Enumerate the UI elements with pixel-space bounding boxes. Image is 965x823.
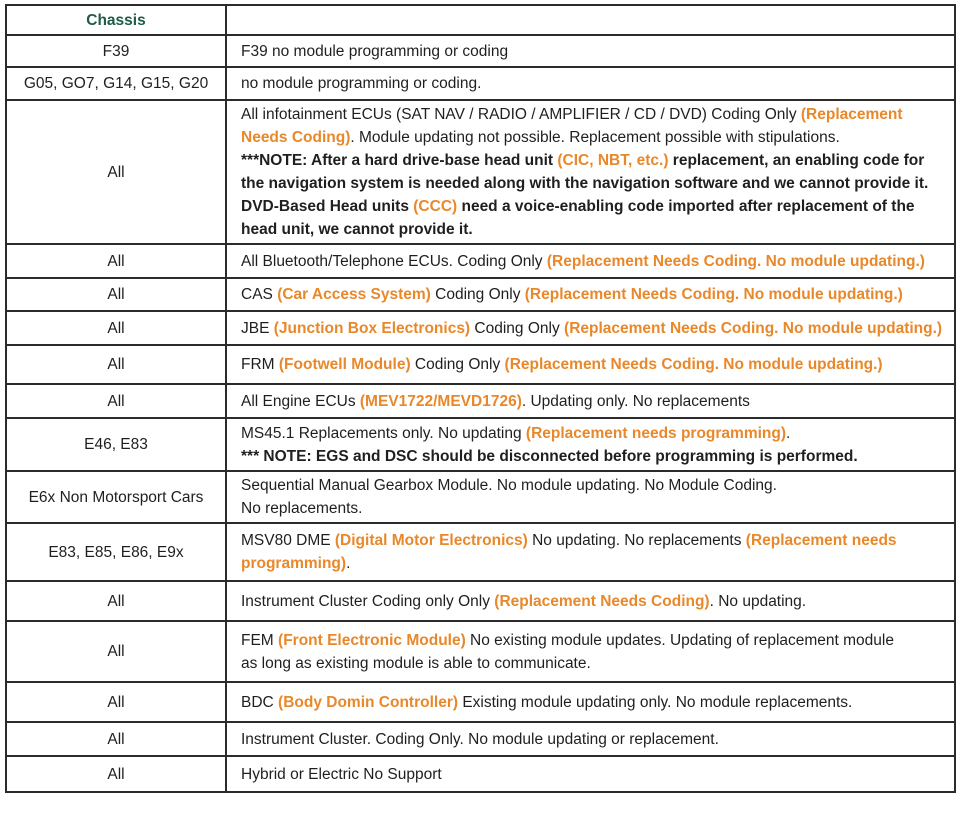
table-row [6, 621, 955, 682]
chassis-cell: All [6, 345, 226, 384]
highlight-text: (Digital Motor Electronics) [334, 532, 528, 549]
description-text: . Module updating not possible. Replacement possible with stipulations. [350, 129, 840, 146]
header-description [226, 5, 955, 35]
highlight-text: (Body Domin Controller) [278, 693, 459, 711]
chassis-cell: All [6, 244, 226, 278]
description-text: BDC [241, 693, 279, 711]
description-text: Instrument Cluster Coding only Only [241, 592, 495, 610]
highlight-text: (Footwell Module) [278, 356, 411, 373]
chassis-cell: E46, E83 [6, 418, 226, 471]
table-row [6, 581, 955, 621]
description-text: Instrument Cluster. Coding Only. No module updating or replacement. [241, 730, 719, 748]
description-text: need a voice-enabling code imported after replacement of the [457, 198, 915, 215]
description-cell [226, 67, 955, 100]
description-text: . [346, 555, 351, 572]
chassis-cell: All [6, 100, 226, 244]
table-row [6, 278, 955, 311]
description-text: MSV80 DME [241, 532, 335, 549]
description-text: as long as existing module is able to communicate. [241, 654, 591, 672]
highlight-text: (Replacement [800, 106, 903, 123]
highlight-text: Needs Coding) [241, 129, 351, 146]
table-row [6, 722, 955, 756]
highlight-text: (Replacement Needs Coding. No module updating.) [546, 252, 925, 270]
description-cell [226, 100, 955, 244]
chassis-support-table [5, 4, 956, 793]
description-line [241, 126, 946, 149]
description-cell [226, 581, 955, 621]
highlight-text: (CIC, NBT, etc.) [557, 152, 669, 169]
table-row [6, 35, 955, 67]
description-text: JBE [241, 319, 274, 337]
description-text: replacement, an enabling code for [668, 152, 925, 169]
chassis-cell: All [6, 581, 226, 621]
chassis-cell: All [6, 621, 226, 682]
chassis-cell: All [6, 384, 226, 418]
description-line [241, 72, 946, 95]
description-text: Coding Only [410, 356, 505, 373]
description-text: All Engine ECUs [241, 392, 360, 410]
description-line [241, 353, 946, 376]
description-cell [226, 311, 955, 345]
table-row [6, 67, 955, 100]
chassis-cell: F39 [6, 35, 226, 67]
description-text: MS45.1 Replacements only. No updating [241, 424, 526, 442]
description-text: FRM [241, 356, 279, 373]
highlight-text: (Replacement Needs Coding. No module updating.) [524, 286, 903, 303]
table-row [6, 244, 955, 278]
description-text: No replacements. [241, 500, 363, 517]
table-row [6, 384, 955, 418]
highlight-text: (MEV1722/MEVD1726) [359, 392, 522, 410]
highlight-text: (Replacement Needs Coding. No module updating.) [564, 319, 943, 337]
table-row [6, 311, 955, 345]
description-text: . Updating only. No replacements [521, 392, 750, 410]
description-text: No existing module updates. Updating of replacement module [465, 631, 894, 649]
description-cell [226, 722, 955, 756]
highlight-text: (Replacement Needs Coding) [494, 592, 710, 610]
table-row [6, 756, 955, 792]
description-text: Sequential Manual Gearbox Module. No module updating. No Module Coding. [241, 477, 777, 494]
description-line [241, 652, 946, 675]
highlight-text: programming) [241, 555, 347, 572]
description-text: All Bluetooth/Telephone ECUs. Coding Only [241, 252, 547, 270]
highlight-text: (Replacement Needs Coding. No module updating.) [504, 356, 883, 373]
description-text: ***NOTE: After a hard drive-base head unit [241, 152, 558, 169]
table-row [6, 418, 955, 471]
description-text: head unit, we cannot provide it. [241, 221, 473, 238]
description-line [241, 552, 946, 575]
description-line [241, 763, 946, 786]
description-text: . [786, 424, 791, 442]
description-cell [226, 682, 955, 722]
table-row [6, 471, 955, 523]
description-line [241, 250, 946, 273]
description-line [241, 529, 946, 552]
description-line [241, 195, 946, 218]
table-row [6, 682, 955, 722]
description-text: All infotainment ECUs (SAT NAV / RADIO / AMPLIFIER / CD / DVD) Coding Only [241, 106, 801, 123]
description-text: Coding Only [430, 286, 525, 303]
description-line [241, 40, 946, 63]
description-text: *** NOTE: EGS and DSC should be disconnected before programming is performed. [241, 447, 858, 465]
description-cell [226, 384, 955, 418]
table-row [6, 523, 955, 581]
chassis-cell: All [6, 682, 226, 722]
chassis-cell: All [6, 722, 226, 756]
description-line [241, 317, 946, 340]
description-line [241, 149, 946, 172]
description-line [241, 390, 946, 413]
description-line [241, 590, 946, 613]
highlight-text: (CCC) [413, 198, 458, 215]
chassis-cell: All [6, 278, 226, 311]
highlight-text: (Front Electronic Module) [278, 631, 466, 649]
description-line [241, 445, 946, 468]
description-cell [226, 345, 955, 384]
description-text: Coding Only [470, 319, 565, 337]
description-line [241, 422, 946, 445]
description-text: FEM [241, 631, 279, 649]
description-line [241, 691, 946, 714]
description-line [241, 474, 946, 497]
chassis-cell: E6x Non Motorsport Cars [6, 471, 226, 523]
description-text: the navigation system is needed along with the navigation software and we cannot provide it. [241, 175, 929, 192]
table-row [6, 345, 955, 384]
description-line [241, 497, 946, 520]
description-text: no module programming or coding. [241, 75, 482, 92]
description-cell [226, 621, 955, 682]
description-text: No updating. No replacements [527, 532, 746, 549]
highlight-text: (Replacement needs [745, 532, 897, 549]
description-text: DVD-Based Head units [241, 198, 414, 215]
chassis-cell: G05, GO7, G14, G15, G20 [6, 67, 226, 100]
description-text: F39 no module programming or coding [241, 42, 509, 60]
description-line [241, 629, 946, 652]
description-cell [226, 278, 955, 311]
description-cell [226, 35, 955, 67]
description-cell [226, 418, 955, 471]
chassis-cell: All [6, 756, 226, 792]
highlight-text: (Junction Box Electronics) [273, 319, 471, 337]
description-cell [226, 471, 955, 523]
description-text: Hybrid or Electric No Support [241, 765, 442, 783]
description-cell [226, 523, 955, 581]
chassis-cell: E83, E85, E86, E9x [6, 523, 226, 581]
description-line [241, 103, 946, 126]
description-text: CAS [241, 286, 278, 303]
table-row [6, 100, 955, 244]
description-line [241, 283, 946, 306]
description-text: Existing module updating only. No module replacements. [458, 693, 853, 711]
description-cell [226, 244, 955, 278]
highlight-text: (Car Access System) [277, 286, 431, 303]
description-text: . No updating. [709, 592, 807, 610]
chassis-cell: All [6, 311, 226, 345]
highlight-text: (Replacement needs programming) [525, 424, 787, 442]
table-header-row [6, 5, 955, 35]
description-line [241, 218, 946, 241]
description-line [241, 728, 946, 751]
header-chassis: Chassis [6, 5, 226, 35]
description-cell [226, 756, 955, 792]
description-line [241, 172, 946, 195]
